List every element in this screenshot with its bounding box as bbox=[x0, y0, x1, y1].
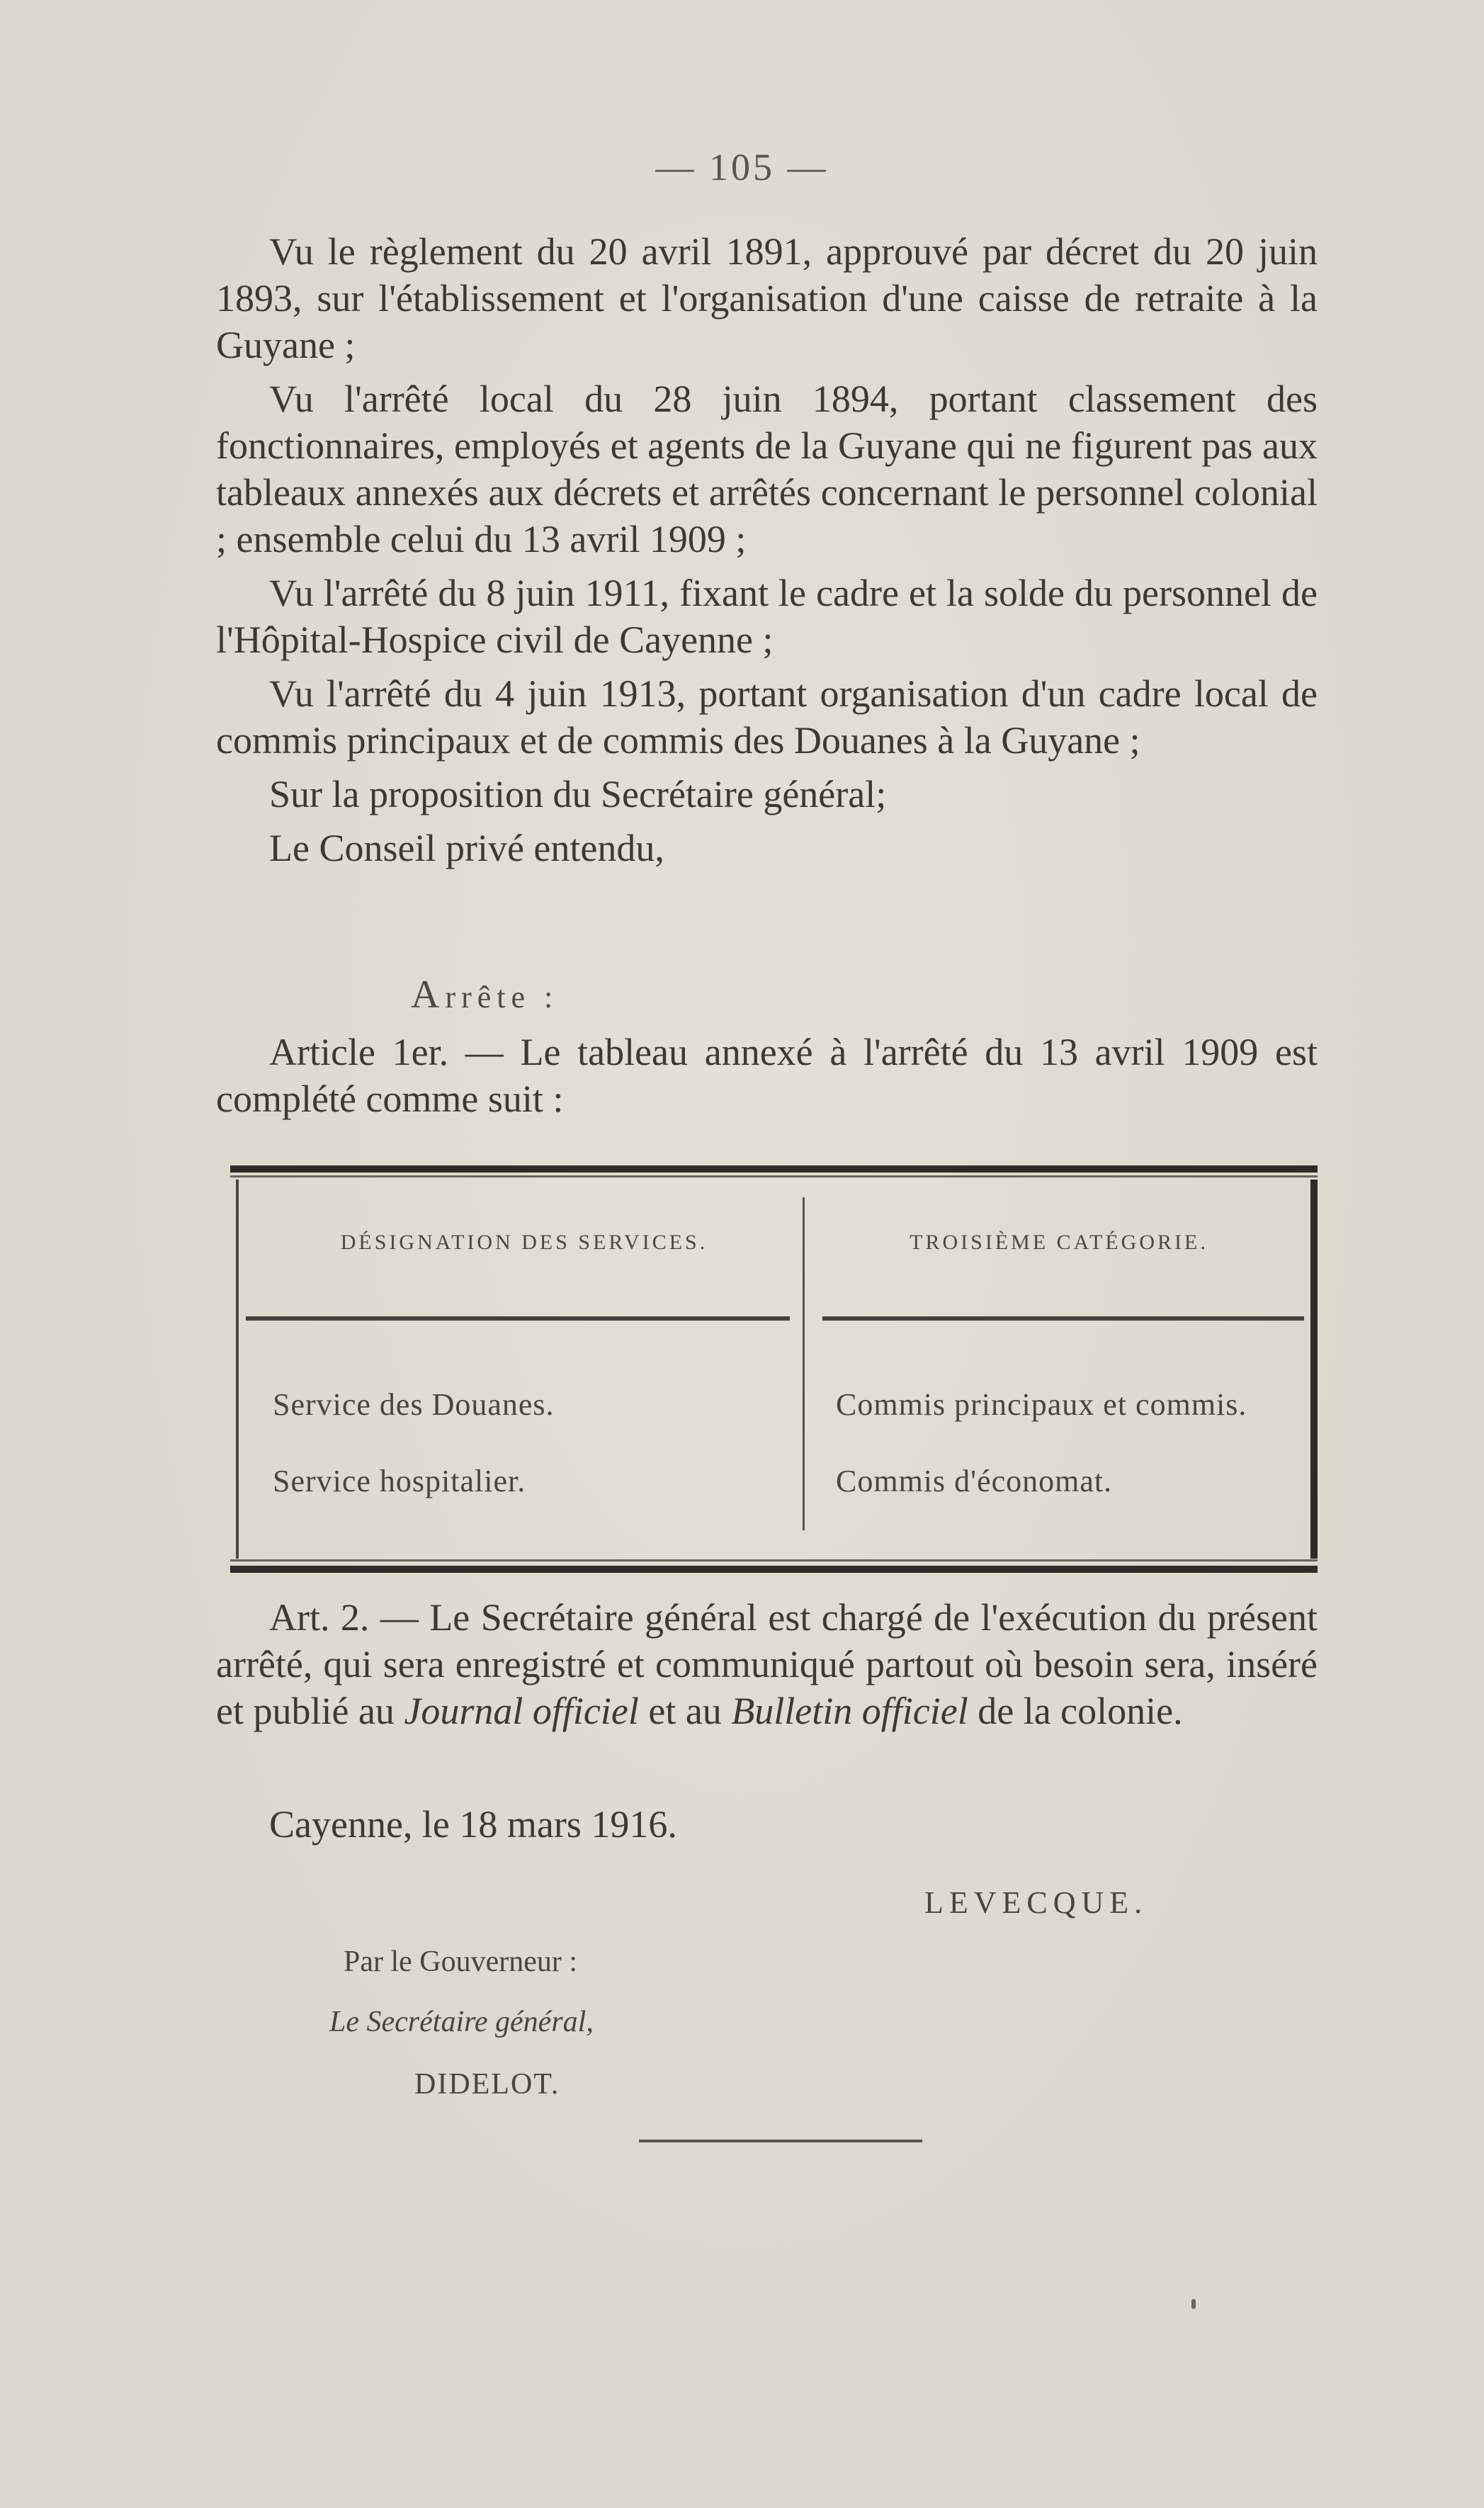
closing-rule bbox=[639, 2140, 922, 2142]
table-header-category: TROISIÈME CATÉGORIE. bbox=[910, 1231, 1208, 1254]
preamble-paragraph: Vu l'arrêté du 8 juin 1911, fixant le cadre et la solde du personnel de l'Hôpital-Hospice civil de Cayenne ; bbox=[216, 572, 1318, 661]
table-column-divider bbox=[803, 1197, 805, 1530]
services-table bbox=[230, 1165, 1318, 1573]
secretary-title: Le Secrétaire général, bbox=[329, 2006, 594, 2038]
table-cell: Service hospitalier. bbox=[273, 1464, 526, 1498]
preamble bbox=[216, 228, 1318, 879]
preamble-paragraph: Vu l'arrêté local du 28 juin 1894, portant classement des fonctionnaires, employés et agents de la Guyane qui ne figurent pas aux tableaux annexés aux décrets et arrêtés concernant le personnel colonial ; ensemble celui du 13 avril 1909 ; bbox=[216, 378, 1318, 560]
table-top-rule bbox=[230, 1165, 1318, 1173]
article-2 bbox=[216, 1594, 1318, 1741]
article-2-text-end: de la colonie. bbox=[968, 1690, 1183, 1732]
page-number: — 105 — bbox=[655, 146, 829, 188]
table-header-designation: DÉSIGNATION DES SERVICES. bbox=[340, 1231, 708, 1254]
article-2-text-between: et au bbox=[638, 1690, 732, 1732]
table-cell: Service des Douanes. bbox=[273, 1387, 555, 1422]
journal-officiel: Journal officiel bbox=[404, 1690, 639, 1732]
signed-by-line: Par le Gouverneur : bbox=[344, 1945, 578, 1978]
article-1-text: Article 1er. — Le tableau annexé à l'arrêté du 13 avril 1909 est complété comme suit : bbox=[216, 1031, 1318, 1120]
bulletin-officiel: Bulletin officiel bbox=[731, 1690, 968, 1732]
preamble-paragraph: Sur la proposition du Secrétaire général; bbox=[269, 773, 887, 815]
table-bottom-rule-thin bbox=[230, 1559, 1318, 1561]
table-right-rule bbox=[1310, 1180, 1318, 1559]
date-block bbox=[216, 1801, 1318, 1855]
article-2-text bbox=[216, 1594, 1318, 1734]
date-line: Cayenne, le 18 mars 1916. bbox=[269, 1803, 677, 1846]
governor-signature: LEVECQUE. bbox=[924, 1885, 1148, 1920]
preamble-paragraph: Vu le règlement du 20 avril 1891, approuvé par décret du 20 juin 1893, sur l'établissement et l'organisation d'une caisse de retraite à la Guyane ; bbox=[216, 230, 1318, 366]
table-header-rule bbox=[246, 1316, 790, 1321]
table-bottom-rule bbox=[230, 1566, 1318, 1573]
preamble-paragraph: Le Conseil privé entendu, bbox=[269, 827, 664, 869]
secretary-name: DIDELOT. bbox=[414, 2068, 560, 2101]
paper-speck bbox=[1191, 2299, 1196, 2309]
preamble-paragraph: Vu l'arrêté du 4 juin 1913, portant organisation d'un cadre local de commis principaux et de commis des Douanes à la Guyane ; bbox=[216, 672, 1318, 762]
table-left-rule bbox=[236, 1180, 239, 1559]
article-1 bbox=[216, 1029, 1318, 1129]
article-2-text-start: Art. 2. — Le Secrétaire général est chargé de l'exécution du présent arrêté, qui sera enregistré et communiqué partout où besoin sera, inséré et publié au bbox=[216, 1596, 1318, 1732]
table-top-rule-thin bbox=[230, 1175, 1318, 1177]
table-header-rule bbox=[822, 1316, 1304, 1321]
table-cell: Commis d'économat. bbox=[836, 1464, 1113, 1498]
table-cell: Commis principaux et commis. bbox=[836, 1387, 1247, 1422]
arrete-heading: Arrête : bbox=[411, 973, 559, 1017]
